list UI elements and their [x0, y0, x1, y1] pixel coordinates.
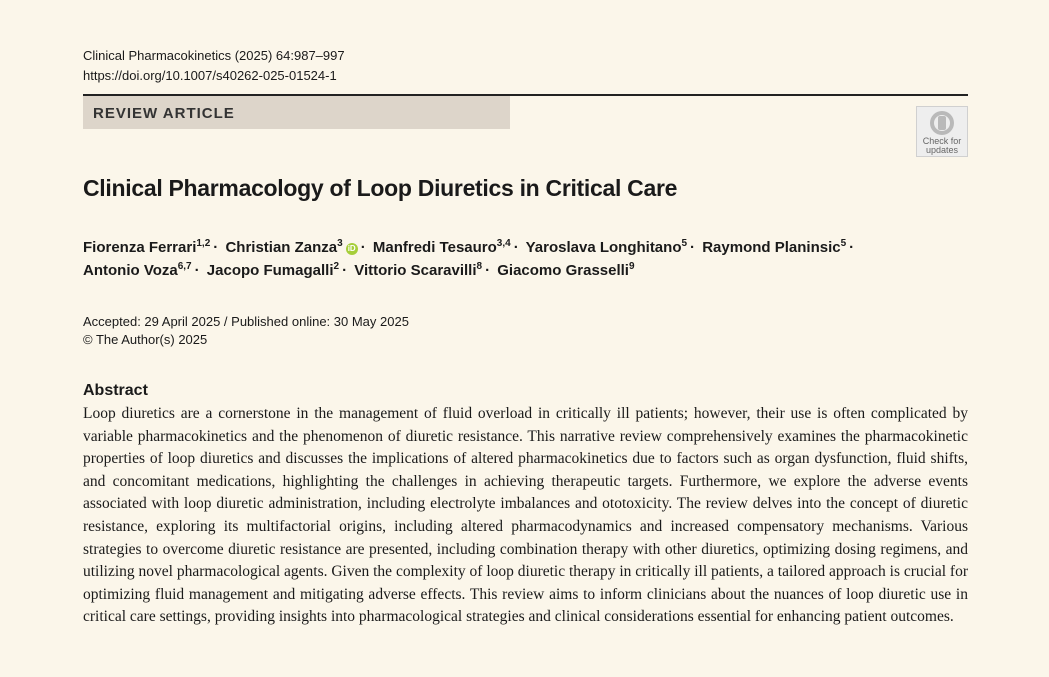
article-type-banner — [83, 96, 510, 129]
author-name[interactable]: Jacopo Fumagalli$^2$ — [206, 261, 340, 279]
publication-dates — [83, 313, 409, 349]
author-name[interactable]: Raymond Planinsic$^5$ — [702, 238, 847, 256]
abstract-text: Loop diuretics are a cornerstone in the management of fluid overload in critically ill patients; however, their use is often complicated by variable pharmacokinetics and the phenomenon of diuretic resistance. This narrative review comprehensively examines the pharmacokinetic properties of loop diuretics and discusses the implications of altered pharmacokinetics due to factors such as organ dysfunction, fluid shifts, and concomitant medications, highlighting the challenges in achieving therapeutic targets. Furthermore, we explore the adverse events associated with loop diuretic administration, including electrolyte imbalances and ototoxicity. The review delves into the concept of diuretic resistance, exploring its multifactorial origins, including altered pharmacodynamics and increased compensatory mechanisms. Various strategies to overcome diuretic resistance are presented, including combination therapy with other diuretics, optimizing dosing regimens, and utilizing novel pharmacological agents. Given the complexity of loop diuretic therapy in critically ill patients, a tailored approach is crucial for optimizing fluid management and mitigating adverse effects. This review aims to inform clinicians about the nuances of loop diuretic use in critical care settings, providing insights into pharmacological strategies and clinical considerations essential for enhancing patient outcomes. — [83, 405, 968, 626]
check-for-updates-label: Check for updates — [922, 136, 962, 155]
author-list — [83, 236, 963, 282]
author-name[interactable]: Antonio Voza$^{6,7}$ — [83, 261, 192, 279]
author-separator: · — [213, 239, 219, 256]
author-separator: · — [513, 239, 519, 256]
author-name[interactable]: Vittorio Scaravilli$^8$ — [354, 261, 483, 279]
author-separator: · — [360, 239, 366, 256]
affiliation-marker: 2 — [333, 261, 340, 272]
article-title: Clinical Pharmacology of Loop Diuretics in Critical Care — [83, 175, 678, 201]
author-separator: · — [194, 262, 200, 279]
abstract-heading: Abstract — [83, 382, 148, 399]
author-separator: · — [849, 239, 855, 256]
affiliation-marker: 6,7 — [177, 261, 192, 272]
author-name[interactable]: Christian Zanza$^3$ iD — [225, 238, 356, 256]
affiliation-marker: 8 — [476, 261, 483, 272]
author-name[interactable]: Giacomo Grasselli$^9$ — [497, 261, 635, 279]
affiliation-marker: 1,2 — [196, 238, 211, 249]
doi-link[interactable]: https://doi.org/10.1007/s40262-025-01524-1 — [83, 68, 337, 83]
affiliation-marker: 3,4 — [496, 238, 511, 249]
author-separator: · — [485, 262, 491, 279]
journal-citation: Clinical Pharmacokinetics (2025) 64:987–997 — [83, 48, 345, 63]
affiliation-marker: 5 — [681, 238, 688, 249]
author-name[interactable]: Manfredi Tesauro$^{3,4}$ — [372, 238, 511, 256]
article-type-label: REVIEW ARTICLE — [93, 105, 235, 122]
copyright-notice: © The Author(s) 2025 — [83, 332, 208, 347]
affiliation-marker: 9 — [628, 261, 635, 272]
author-name[interactable]: Fiorenza Ferrari$^{1,2}$ — [83, 238, 211, 256]
check-for-updates-badge[interactable] — [916, 106, 968, 157]
author-separator: · — [342, 262, 348, 279]
orcid-icon[interactable]: iD — [347, 244, 356, 253]
journal-header — [83, 46, 345, 86]
affiliation-marker: 5 — [840, 238, 847, 249]
author-name[interactable]: Yaroslava Longhitano$^5$ — [525, 238, 688, 256]
check-for-updates-icon — [929, 110, 955, 136]
accepted-published-dates: Accepted: 29 April 2025 / Published online: 30 May 2025 — [83, 314, 409, 329]
affiliation-marker: 3 — [337, 238, 343, 249]
author-separator: · — [690, 239, 696, 256]
